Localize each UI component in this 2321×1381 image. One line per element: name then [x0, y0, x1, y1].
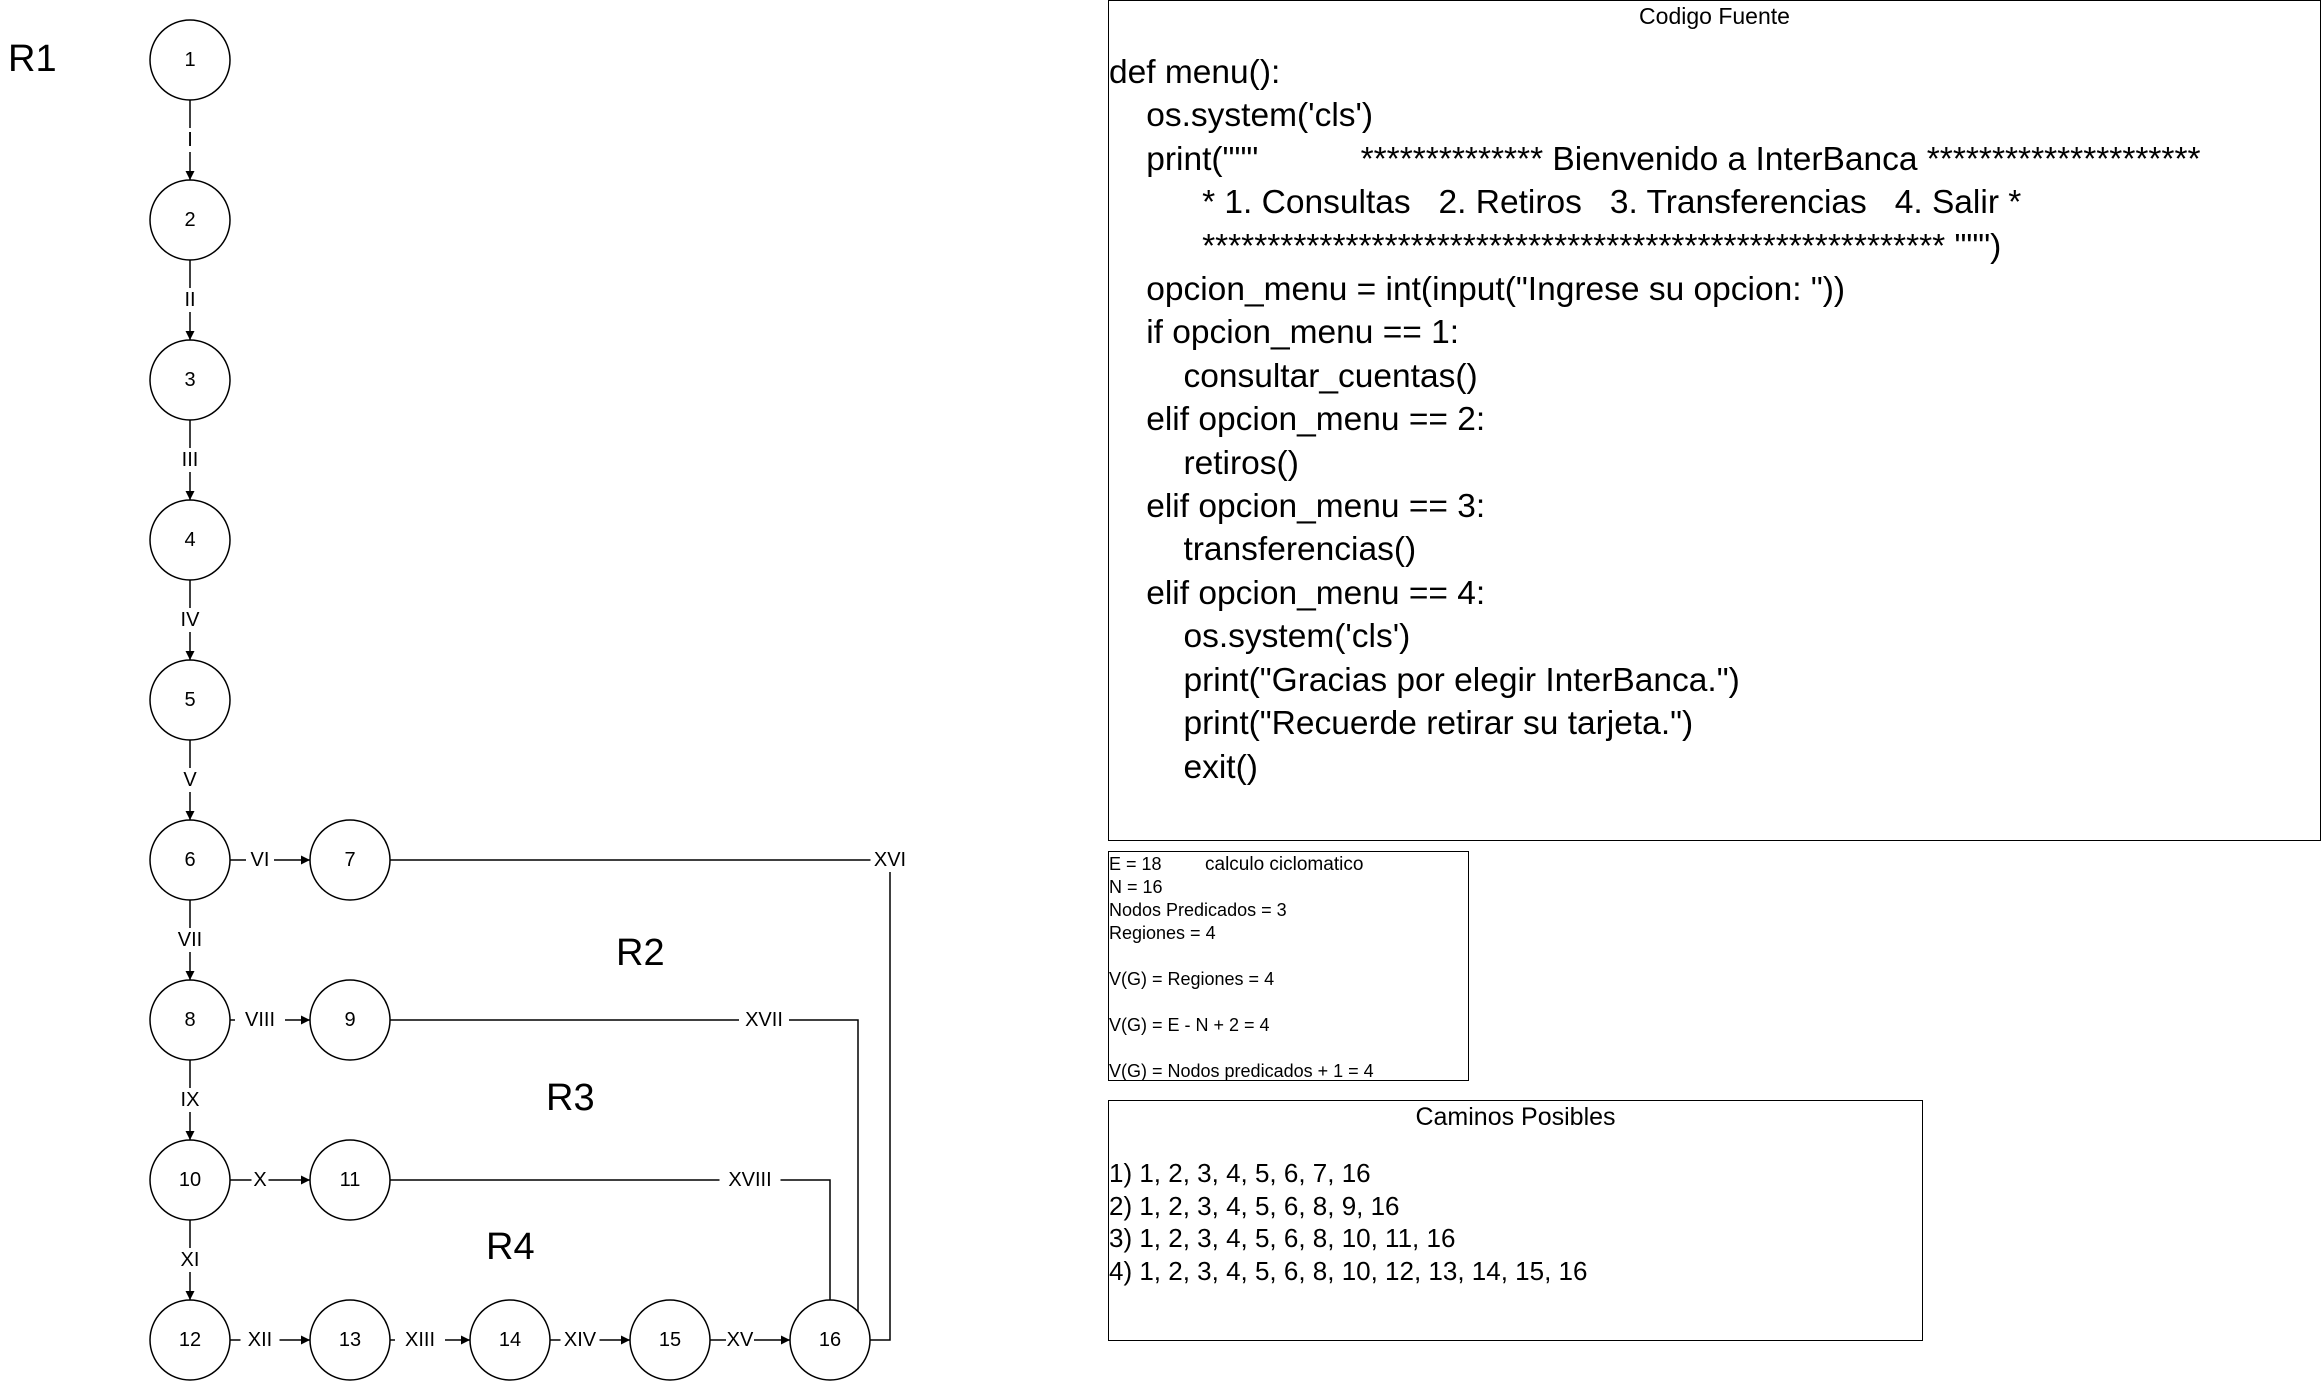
code-line: if opcion_menu == 1: [1146, 314, 1460, 352]
node-label: 9 [344, 1009, 356, 1031]
code-line: transferencias() [1183, 531, 1417, 569]
edge-14-15 [550, 1328, 630, 1352]
node-label: 4 [184, 529, 196, 551]
path-item: 1) 1, 2, 3, 4, 5, 6, 7, 16 [1109, 1158, 1371, 1188]
region-label-r3: R3 [546, 1077, 595, 1119]
calc-line: Regiones = 4 [1109, 923, 1216, 943]
node-label: 1 [184, 49, 196, 71]
code-line: opcion_menu = int(input("Ingrese su opcion: ")) [1146, 271, 1846, 309]
code-line: exit() [1109, 748, 1258, 786]
control-flow-graph [0, 0, 1100, 1381]
edge-label: VIII [244, 1009, 276, 1031]
possible-paths-list [1109, 1157, 1587, 1287]
node-13 [310, 1300, 390, 1380]
edge-label: XVII [745, 1009, 783, 1031]
code-line: elif opcion_menu == 3: [1146, 488, 1486, 526]
code-line: os.system('cls') [1183, 618, 1411, 656]
code-line: print("Gracias por elegir InterBanca.") [1183, 661, 1740, 699]
region-label-r2: R2 [616, 932, 665, 974]
edge-label: III [181, 449, 199, 471]
edge-label: XVIII [728, 1169, 772, 1191]
edge-9-16 [390, 1008, 858, 1311]
code-line: def menu(): [1109, 54, 1281, 91]
edge-label: XII [247, 1329, 273, 1351]
node-15 [630, 1300, 710, 1380]
node-4 [150, 500, 230, 580]
edge-label: X [253, 1169, 267, 1191]
node-label: 16 [818, 1329, 842, 1351]
edge-8-10 [176, 1060, 204, 1140]
node-12 [150, 1300, 230, 1380]
source-code-title: Codigo Fuente [1639, 3, 1790, 29]
code-line: * 1. Consultas 2. Retiros 3. Transferencias 4. Salir * [1202, 184, 2022, 222]
node-label: 12 [178, 1329, 202, 1351]
source-code-panel [1108, 0, 2321, 841]
edge-label: V [183, 769, 197, 791]
node-11 [310, 1140, 390, 1220]
edge-15-16 [710, 1328, 790, 1352]
edge-4-5 [176, 580, 204, 660]
node-8 [150, 980, 230, 1060]
node-label: 6 [184, 849, 196, 871]
region-label-r4: R4 [486, 1226, 535, 1268]
code-line: retiros() [1183, 444, 1299, 482]
node-label: 2 [184, 209, 196, 231]
edge-8-9 [230, 1008, 310, 1032]
path-item: 3) 1, 2, 3, 4, 5, 6, 8, 10, 11, 16 [1109, 1223, 1456, 1253]
calc-line: E = 18 [1109, 854, 1162, 874]
node-7 [310, 820, 390, 900]
edge-label: VI [250, 849, 270, 871]
calc-line: Nodos Predicados = 3 [1109, 900, 1287, 920]
edge-12-13 [230, 1328, 310, 1352]
code-line: print("Recuerde retirar su tarjeta.") [1183, 705, 1694, 743]
edge-5-6 [182, 740, 199, 820]
edge-3-4 [171, 420, 210, 500]
edge-label: IX [180, 1089, 200, 1111]
possible-paths-title: Caminos Posibles [1415, 1103, 1616, 1131]
edge-6-7 [230, 848, 310, 872]
edge-line [390, 1020, 858, 1311]
edge-label: XI [180, 1249, 200, 1271]
edge-10-11 [230, 1168, 310, 1192]
calc-line: V(G) = E - N + 2 = 4 [1109, 1015, 1270, 1035]
node-label: 14 [498, 1329, 522, 1351]
calc-line: N = 16 [1109, 877, 1163, 897]
edge-6-8 [171, 900, 210, 980]
calc-line: V(G) = Nodos predicados + 1 = 4 [1109, 1061, 1374, 1081]
source-code-text [1109, 51, 2201, 789]
code-line: os.system('cls') [1146, 97, 1374, 135]
code-line: consultar_cuentas() [1183, 357, 1478, 395]
edge-label: XIII [404, 1329, 436, 1351]
node-label: 5 [184, 689, 196, 711]
code-line: ********************************************************* """) [1202, 227, 2002, 265]
code-line: elif opcion_menu == 2: [1146, 401, 1486, 439]
node-14 [470, 1300, 550, 1380]
code-line: elif opcion_menu == 4: [1146, 574, 1486, 612]
edge-1-2 [182, 100, 199, 180]
node-label: 13 [338, 1329, 362, 1351]
edge-10-12 [176, 1220, 204, 1300]
node-1 [150, 20, 230, 100]
node-5 [150, 660, 230, 740]
cyclomatic-calc-lines [1109, 853, 1374, 1083]
node-2 [150, 180, 230, 260]
node-16 [790, 1300, 870, 1380]
edge-7-16 [390, 848, 910, 1340]
node-label: 11 [339, 1169, 361, 1191]
path-item: 4) 1, 2, 3, 4, 5, 6, 8, 10, 12, 13, 14, 15, 16 [1109, 1255, 1588, 1286]
node-label: 3 [184, 369, 196, 391]
region-label-r1: R1 [8, 38, 57, 80]
edge-label: XV [726, 1329, 754, 1351]
path-item: 2) 1, 2, 3, 4, 5, 6, 8, 9, 16 [1109, 1190, 1400, 1221]
node-label: 7 [344, 849, 356, 871]
cyclomatic-calc-panel [1108, 851, 1469, 1081]
code-line: print(""" ************** Bienvenido a InterBanca ********************* [1146, 140, 2201, 178]
node-6 [150, 820, 230, 900]
edge-line [390, 1180, 830, 1300]
edge-11-16 [390, 1168, 830, 1300]
node-3 [150, 340, 230, 420]
node-10 [150, 1140, 230, 1220]
calc-line [1109, 945, 1374, 968]
edge-label: XIV [563, 1329, 597, 1351]
calc-line [1109, 991, 1374, 1014]
edge-2-3 [176, 260, 204, 340]
calc-line: V(G) = Regiones = 4 [1109, 969, 1275, 989]
node-label: 10 [178, 1169, 202, 1191]
cyclomatic-calc-title: calculo ciclomatico [1205, 854, 1364, 875]
edge-13-14 [390, 1328, 470, 1352]
edge-label: I [187, 129, 193, 151]
calc-line [1109, 1037, 1374, 1060]
edge-label: VII [177, 929, 203, 951]
node-9 [310, 980, 390, 1060]
edge-label: II [184, 289, 196, 311]
possible-paths-panel [1108, 1100, 1923, 1341]
node-label: 8 [184, 1009, 196, 1031]
edge-label: XVI [873, 849, 907, 871]
node-label: 15 [658, 1329, 682, 1351]
edge-label: IV [180, 609, 200, 631]
